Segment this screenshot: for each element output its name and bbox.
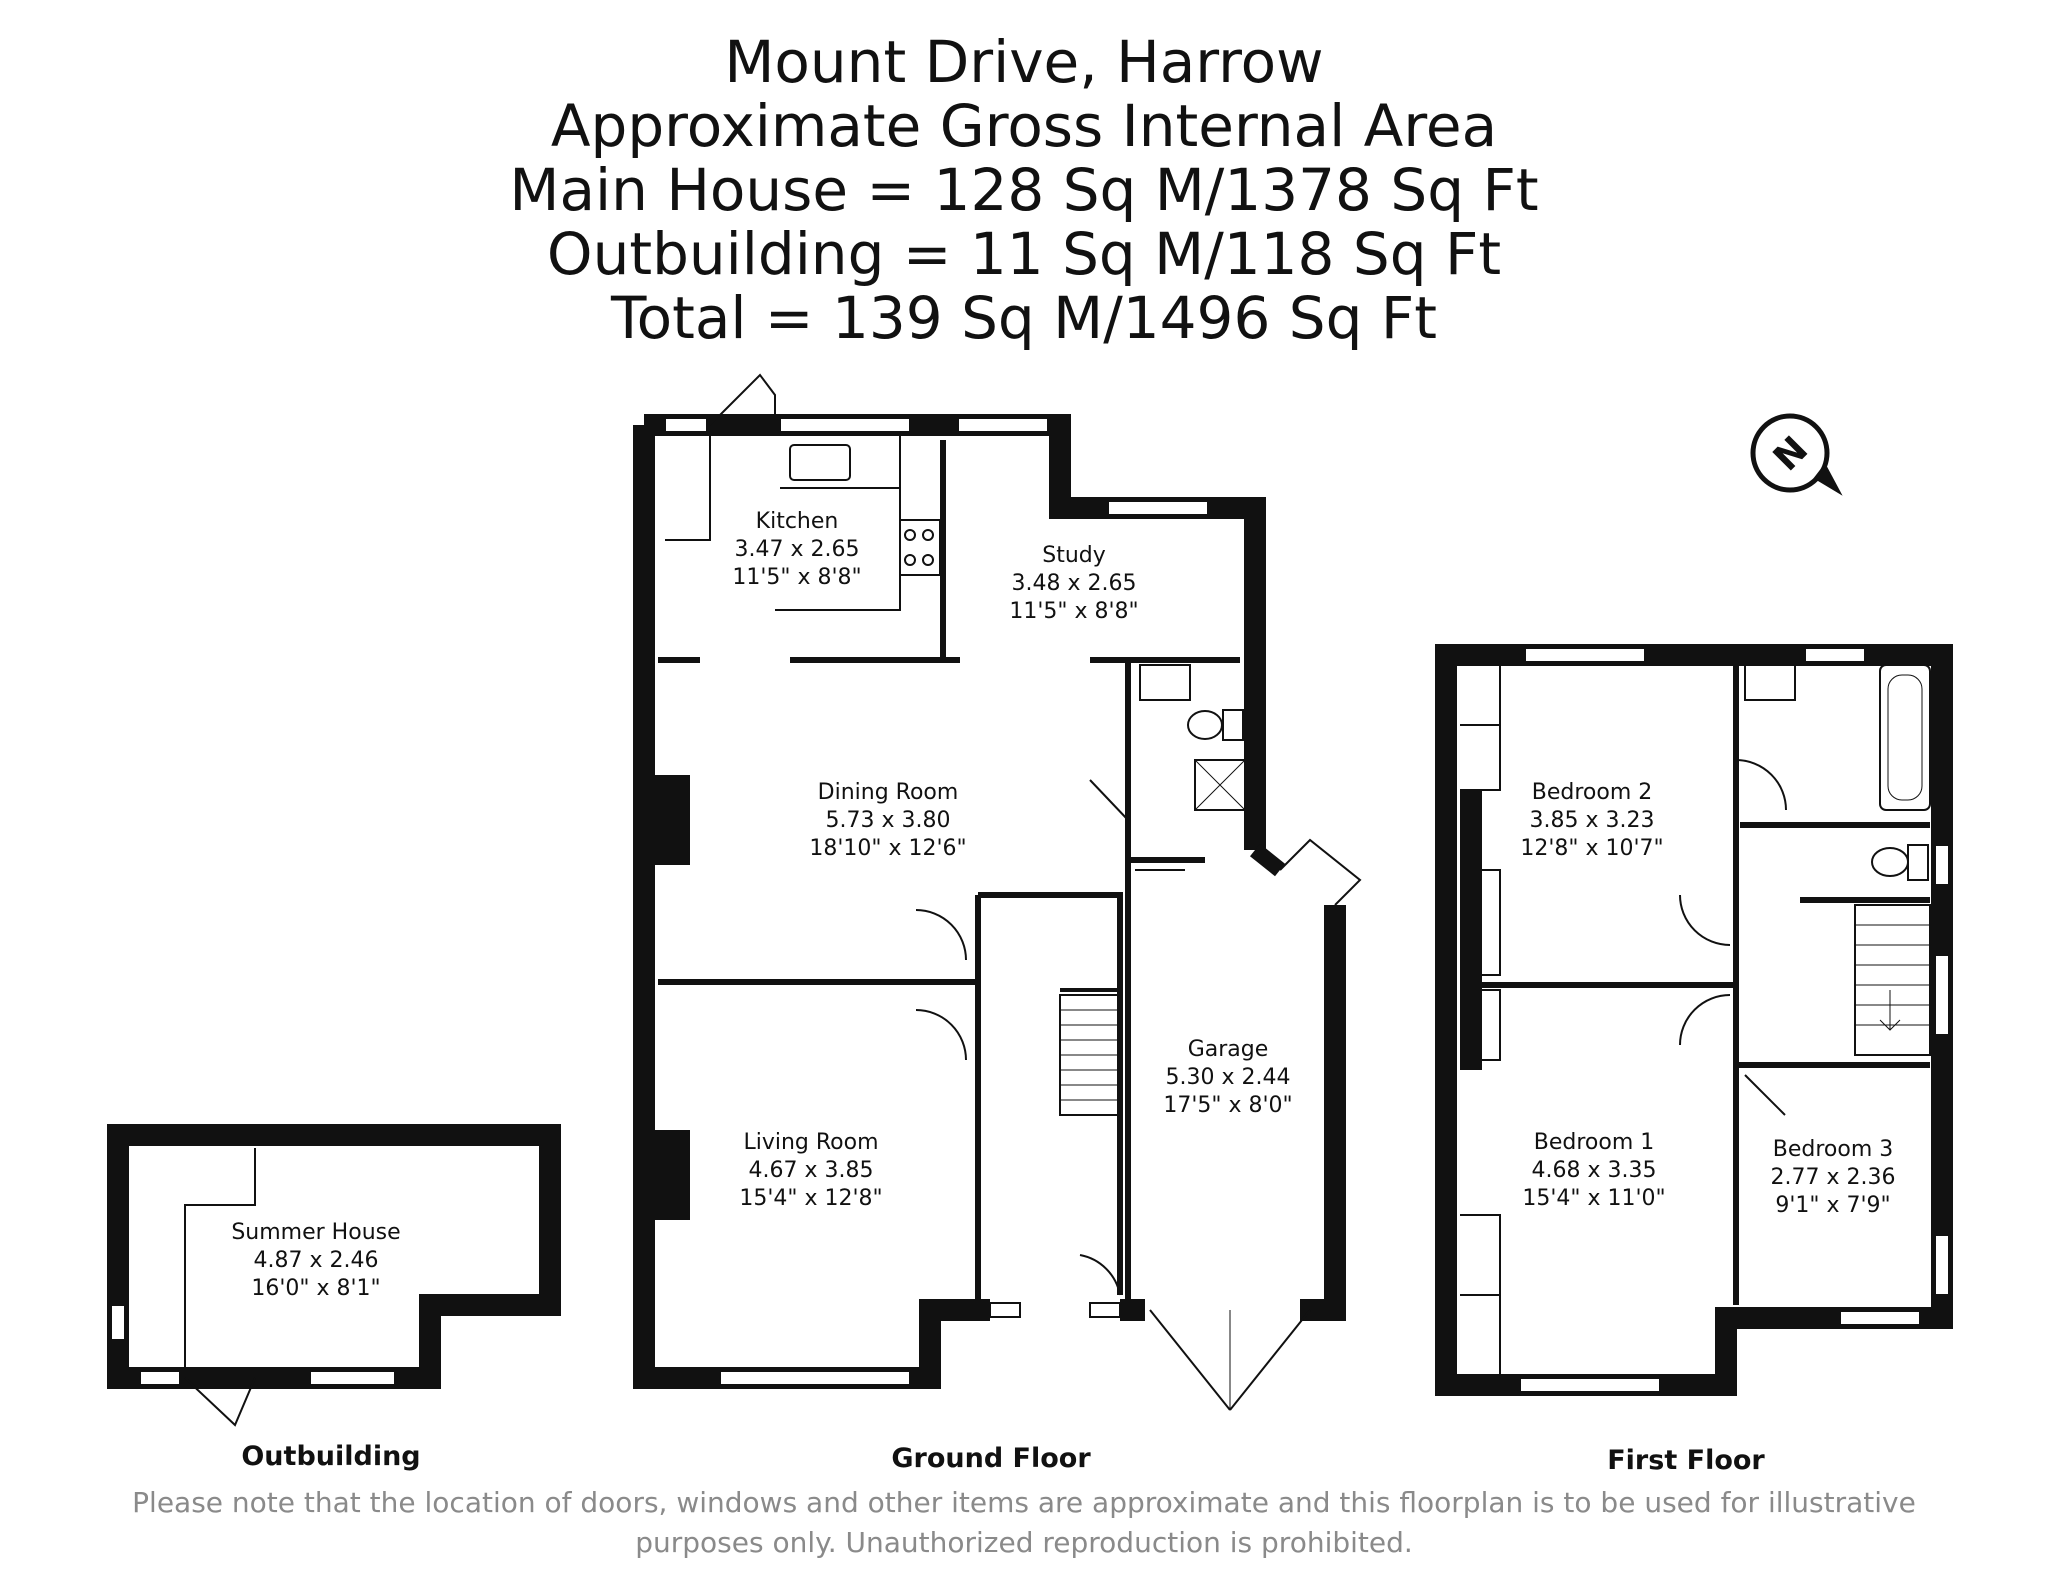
room-study [1009, 543, 1138, 624]
property-title: Mount Drive, Harrow [724, 28, 1324, 96]
room-imperial: 15'4" x 11'0" [1522, 1186, 1666, 1211]
main-house-area: Main House = 128 Sq M/1378 Sq Ft [509, 156, 1539, 224]
room-imperial: 16'0" x 8'1" [251, 1276, 381, 1301]
room-dining [809, 780, 966, 861]
room-imperial: 11'5" x 8'8" [1009, 599, 1139, 624]
room-bedroom-2 [1520, 780, 1663, 861]
room-name: Kitchen [755, 509, 839, 534]
total-area: Total = 139 Sq M/1496 Sq Ft [611, 284, 1437, 352]
room-summer-house [231, 1220, 400, 1301]
room-name: Bedroom 2 [1531, 780, 1653, 805]
compass-letter: N [1765, 428, 1817, 480]
room-imperial: 11'5" x 8'8" [732, 565, 862, 590]
room-metric: 3.47 x 2.65 [734, 537, 860, 562]
disclaimer [0, 1483, 2048, 1563]
floor-label-outbuilding: Outbuilding [241, 1441, 421, 1472]
room-metric: 4.68 x 3.35 [1531, 1158, 1657, 1183]
outbuilding-area: Outbuilding = 11 Sq M/118 Sq Ft [546, 220, 1502, 288]
area-heading: Approximate Gross Internal Area [550, 92, 1498, 160]
room-imperial: 17'5" x 8'0" [1163, 1093, 1293, 1118]
room-imperial: 12'8" x 10'7" [1520, 836, 1664, 861]
room-metric: 4.67 x 3.85 [748, 1158, 874, 1183]
floor-label-ground: Ground Floor [891, 1443, 1091, 1474]
room-name: Dining Room [817, 780, 959, 805]
room-name: Summer House [231, 1220, 401, 1245]
room-imperial: 9'1" x 7'9" [1775, 1193, 1891, 1218]
room-name: Bedroom 1 [1533, 1130, 1655, 1155]
disclaimer-line-1: Please note that the location of doors, windows and other items are approximate and this floorplan is to be used for illustrative [132, 1486, 1916, 1519]
room-imperial: 15'4" x 12'8" [739, 1186, 883, 1211]
room-name: Bedroom 3 [1772, 1137, 1894, 1162]
room-name: Study [1042, 543, 1106, 568]
room-garage [1163, 1037, 1292, 1118]
ground-floor-walls [644, 375, 1360, 1410]
room-imperial: 18'10" x 12'6" [809, 836, 967, 861]
room-bedroom-1 [1522, 1130, 1665, 1211]
room-name: Living Room [743, 1130, 879, 1155]
room-bedroom-3 [1771, 1137, 1896, 1218]
room-metric: 2.77 x 2.36 [1770, 1165, 1896, 1190]
room-kitchen [732, 509, 861, 590]
room-metric: 5.73 x 3.80 [825, 808, 951, 833]
room-metric: 3.85 x 3.23 [1529, 808, 1655, 833]
room-metric: 5.30 x 2.44 [1165, 1065, 1291, 1090]
first-floor-walls [1446, 648, 1949, 1392]
room-name: Garage [1187, 1037, 1269, 1062]
room-metric: 4.87 x 2.46 [253, 1248, 379, 1273]
floor-label-first: First Floor [1607, 1445, 1765, 1476]
room-metric: 3.48 x 2.65 [1011, 571, 1137, 596]
room-living [739, 1130, 882, 1211]
disclaimer-line-2: purposes only. Unauthorized reproduction is prohibited. [635, 1526, 1413, 1559]
